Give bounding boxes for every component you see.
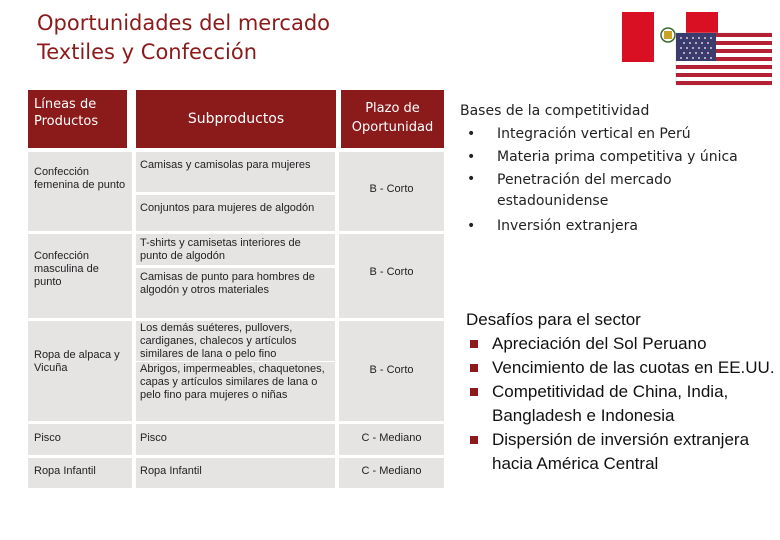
- header-subproductos: [136, 90, 336, 148]
- sub-cell-8: [136, 458, 335, 488]
- plazo-label-2: B - Corto: [369, 266, 414, 278]
- competitividad-heading: Bases de la competitividad: [460, 103, 650, 119]
- list-item: [460, 215, 770, 238]
- list-item: [466, 428, 776, 476]
- plazo-cell-4: [339, 424, 444, 455]
- bullet-icon: •: [467, 171, 476, 187]
- line-label-1: Confección femenina de punto: [34, 166, 126, 191]
- sub-cell-3: [136, 234, 335, 265]
- line-cell-2: [28, 234, 132, 318]
- header-lineas-label: Líneas de Productos: [34, 97, 99, 129]
- usa-flag-icon: [676, 33, 772, 85]
- plazo-cell-2: [339, 234, 444, 318]
- sub-label-4: Camisas de punto para hombres de algodón y otros materiales: [140, 271, 315, 296]
- list-item: [466, 380, 776, 428]
- title-line-2: Textiles y Confección: [37, 40, 257, 64]
- header-lineas: [28, 90, 127, 148]
- sub-label-7: Pisco: [140, 432, 167, 444]
- square-bullet-icon: [470, 388, 478, 396]
- list-item: [466, 332, 776, 356]
- sub-label-3: T-shirts y camisetas interiores de punto de algodón: [140, 237, 301, 262]
- sub-cell-1: [136, 152, 335, 192]
- sub-cell-5: [136, 321, 335, 361]
- sub-cell-2: [136, 195, 335, 231]
- sub-label-6: Abrigos, impermeables, chaquetones, capas y artículos similares de lana o pelo fino para mujeres o niñas: [140, 363, 325, 401]
- competitividad-item-3: Penetración del mercado estadounidense: [497, 172, 672, 209]
- line-cell-4: [28, 424, 132, 455]
- line-cell-5: [28, 458, 132, 488]
- competitividad-item-2: Materia prima competitiva y única: [497, 149, 738, 165]
- flags: [622, 12, 772, 87]
- square-bullet-icon: [470, 364, 478, 372]
- desafios-item-4: Dispersión de inversión extranjera hacia América Central: [492, 430, 750, 473]
- desafios-item-1: Apreciación del Sol Peruano: [492, 334, 707, 353]
- sub-label-5: Los demás suéteres, pullovers, cardiganes, chalecos y artículos similares de lana o pelo fino: [140, 322, 297, 360]
- competitividad-item-1: Integración vertical en Perú: [497, 126, 691, 142]
- sub-cell-6: [136, 362, 335, 421]
- sub-label-8: Ropa Infantil: [140, 465, 202, 477]
- list-item: [460, 123, 770, 146]
- bullet-icon: •: [467, 149, 476, 165]
- header-plazo: [341, 90, 444, 148]
- line-label-5: Ropa Infantil: [34, 465, 96, 477]
- desafios-section: [466, 308, 776, 476]
- line-cell-1: [28, 152, 132, 231]
- square-bullet-icon: [470, 340, 478, 348]
- line-label-3: Ropa de alpaca y Vicuña: [34, 349, 120, 374]
- line-cell-3: [28, 321, 132, 421]
- desafios-heading: Desafíos para el sector: [466, 310, 641, 329]
- bullet-icon: •: [467, 126, 476, 142]
- slide-title: [37, 9, 330, 67]
- competitividad-section: [460, 100, 770, 238]
- square-bullet-icon: [470, 436, 478, 444]
- list-item: [466, 356, 776, 380]
- title-line-1: Oportunidades del mercado: [37, 11, 330, 35]
- bullet-icon: •: [467, 218, 476, 234]
- plazo-cell-3: [339, 321, 444, 421]
- line-label-4: Pisco: [34, 432, 61, 444]
- plazo-label-4: C - Mediano: [361, 432, 422, 444]
- header-subproductos-label: Subproductos: [187, 111, 285, 127]
- desafios-item-2: Vencimiento de las cuotas en EE.UU.: [492, 358, 775, 377]
- line-label-2: Confección masculina de punto: [34, 250, 99, 288]
- header-plazo-label: Plazo de Oportunidad: [351, 101, 434, 135]
- sub-cell-4: [136, 268, 335, 318]
- plazo-label-3: B - Corto: [369, 364, 414, 376]
- plazo-label-1: B - Corto: [369, 183, 414, 195]
- plazo-cell-1: [339, 152, 444, 231]
- sub-cell-7: [136, 424, 335, 455]
- list-item: [460, 169, 770, 215]
- sub-label-1: Camisas y camisolas para mujeres: [140, 159, 311, 171]
- list-item: [460, 146, 770, 169]
- plazo-label-5: C - Mediano: [361, 465, 422, 477]
- plazo-cell-5: [339, 458, 444, 488]
- sub-label-2: Conjuntos para mujeres de algodón: [140, 202, 315, 214]
- desafios-item-3: Competitividad de China, India, Bangladesh e Indonesia: [492, 382, 729, 425]
- competitividad-item-4: Inversión extranjera: [497, 218, 638, 234]
